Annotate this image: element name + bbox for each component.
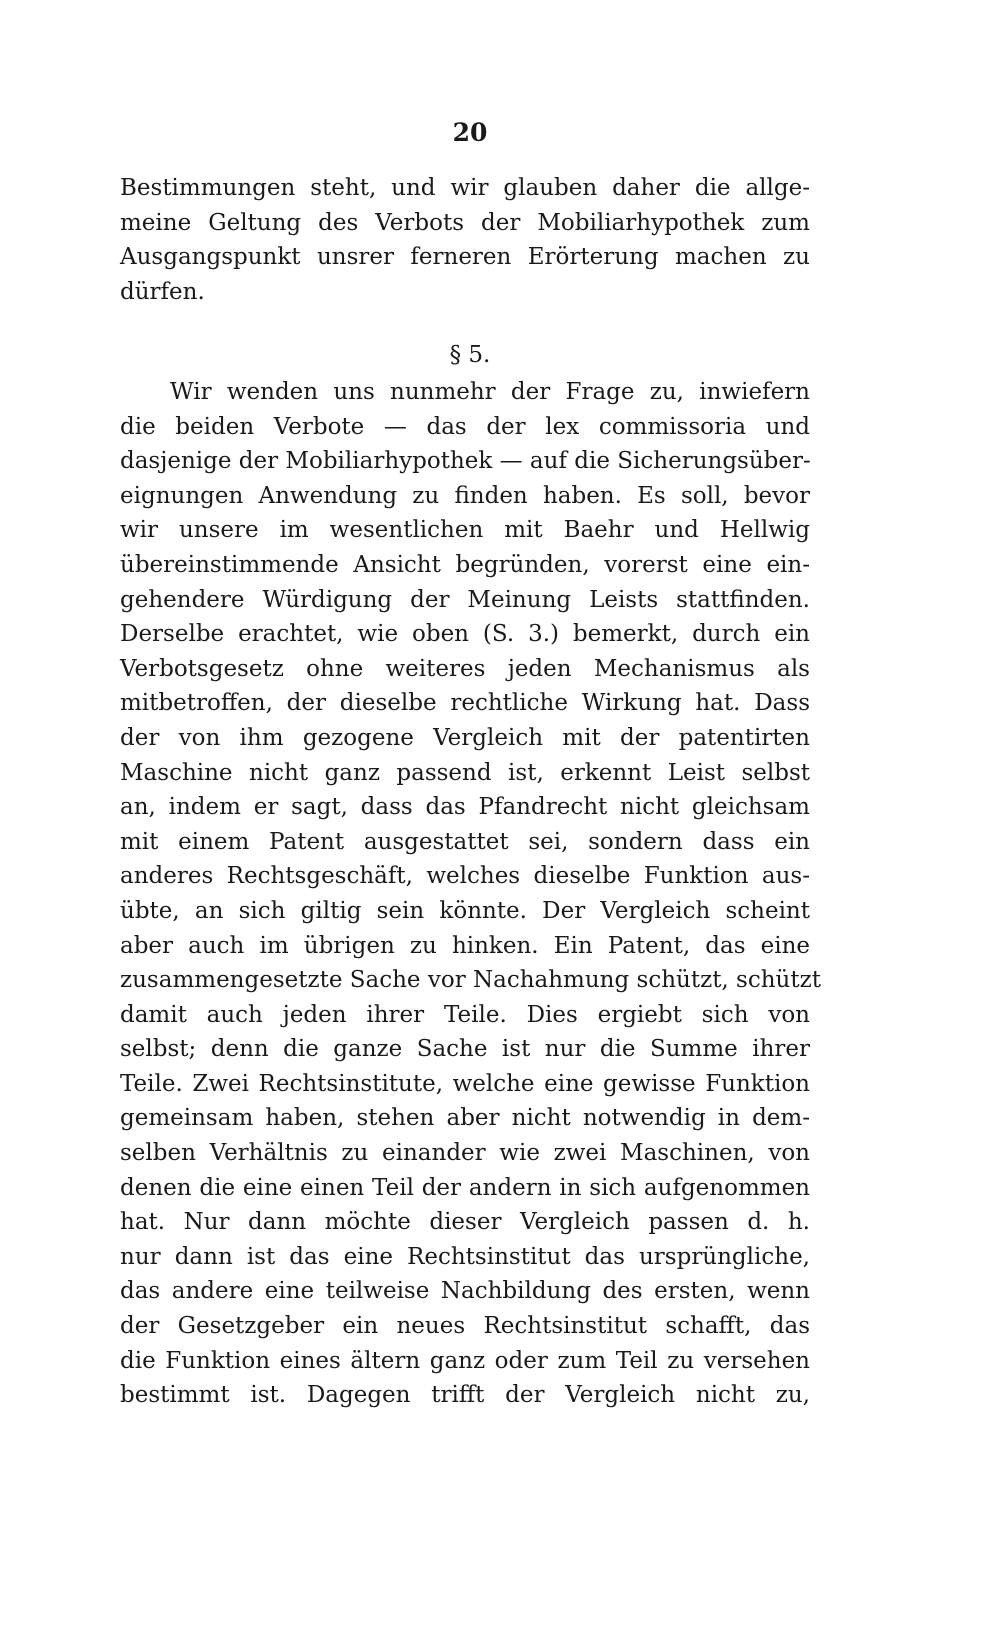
text-line: anderes Rechtsgeschäft, welches dieselbe Funktion aus-	[120, 863, 810, 890]
text-line: der Gesetzgeber ein neues Rechtsinstitut schafft, das	[120, 1313, 810, 1340]
text-line: Wir wenden uns nunmehr der Frage zu, inwiefern	[170, 379, 810, 405]
text-line: meine Geltung des Verbots der Mobiliarhypothek zum	[120, 209, 810, 236]
text-line: bestimmt ist. Dagegen trifft der Vergleich nicht zu,	[120, 1382, 810, 1409]
text-line: die Funktion eines ältern ganz oder zum Teil zu versehen	[120, 1347, 810, 1374]
text-line: übereinstimmende Ansicht begründen, vorerst eine ein-	[120, 551, 810, 578]
text-line: gemeinsam haben, stehen aber nicht notwendig in dem-	[120, 1105, 810, 1132]
text-line: die beiden Verbote — das der lex commissoria und	[120, 413, 810, 440]
page-number: 20	[452, 118, 488, 147]
text-line: zusammengesetzte Sache vor Nachahmung schützt, schützt	[120, 967, 821, 994]
text-line: Bestimmungen steht, und wir glauben daher die allge-	[120, 175, 810, 201]
text-line: Maschine nicht ganz passend ist, erkennt Leist selbst	[120, 759, 810, 786]
text-line: selbst; denn die ganze Sache ist nur die Summe ihrer	[120, 1036, 810, 1063]
paragraph-2	[120, 375, 821, 1413]
text-line: dürfen.	[120, 278, 205, 305]
text-line: Ausgangspunkt unsrer ferneren Erörterung machen zu	[120, 244, 810, 271]
text-line: der von ihm gezogene Vergleich mit der patentirten	[120, 724, 810, 751]
text-line: mit einem Patent ausgestattet sei, sondern dass ein	[120, 828, 810, 855]
section-heading: § 5.	[449, 342, 491, 368]
text-line: Teile. Zwei Rechtsinstitute, welche eine gewisse Funktion	[120, 1070, 810, 1097]
text-line: gehendere Würdigung der Meinung Leists stattfinden.	[120, 586, 810, 613]
text-line: an, indem er sagt, dass das Pfandrecht nicht gleichsam	[120, 794, 810, 821]
text-line: dasjenige der Mobiliarhypothek — auf die Sicherungsüber-	[120, 448, 811, 475]
text-line: das andere eine teilweise Nachbildung des ersten, wenn	[120, 1278, 810, 1305]
text-line: aber auch im übrigen zu hinken. Ein Patent, das eine	[120, 932, 810, 959]
text-line: selben Verhältnis zu einander wie zwei Maschinen, von	[120, 1140, 810, 1167]
text-line: wir unsere im wesentlichen mit Baehr und Hellwig	[120, 517, 810, 544]
text-line: nur dann ist das eine Rechtsinstitut das ursprüngliche,	[120, 1243, 810, 1270]
text-line: übte, an sich giltig sein könnte. Der Vergleich scheint	[120, 897, 810, 924]
text-line: mitbetroffen, der dieselbe rechtliche Wirkung hat. Dass	[120, 690, 810, 717]
text-line: denen die eine einen Teil der andern in sich aufgenommen	[120, 1174, 810, 1201]
text-line: eignungen Anwendung zu finden haben. Es soll, bevor	[120, 482, 810, 509]
text-line: hat. Nur dann möchte dieser Vergleich passen d. h.	[120, 1209, 810, 1236]
text-line: Derselbe erachtet, wie oben (S. 3.) bemerkt, durch ein	[120, 621, 810, 648]
paragraph-1	[120, 171, 810, 309]
text-line: damit auch jeden ihrer Teile. Dies ergiebt sich von	[120, 1001, 810, 1028]
text-line: Verbotsgesetz ohne weiteres jeden Mechanismus als	[120, 655, 810, 682]
